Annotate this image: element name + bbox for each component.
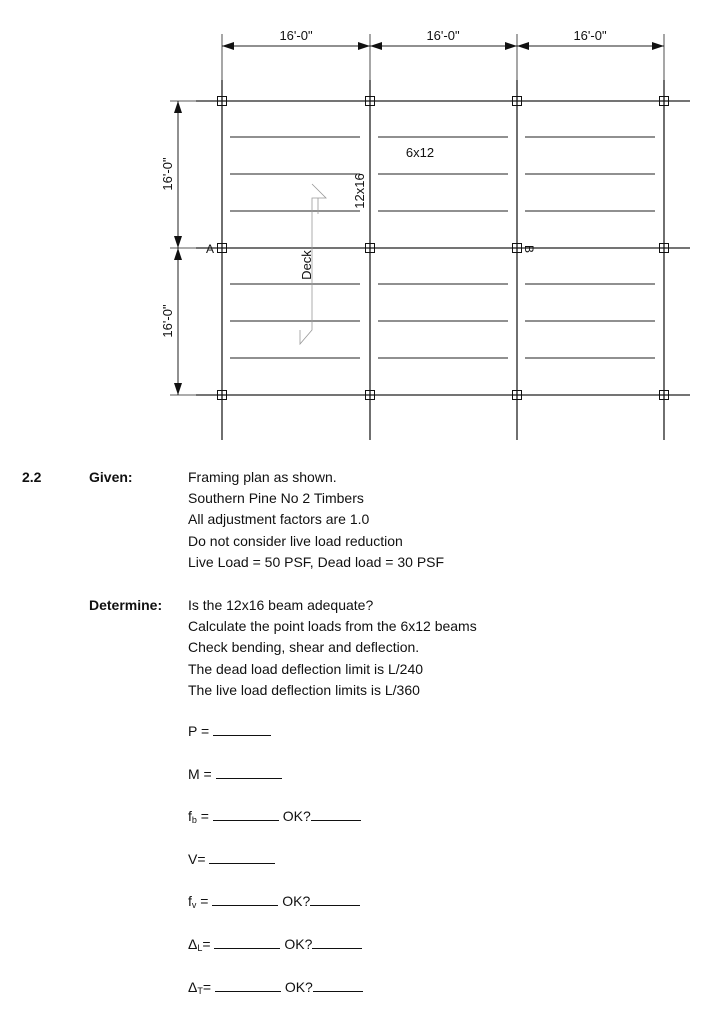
determine-list <box>188 595 477 701</box>
answer-delta-l-label: Δ <box>188 936 198 952</box>
answer-delta-t-subscript: T <box>197 986 203 996</box>
answer-fb <box>188 808 361 825</box>
answer-v-label: V= <box>188 851 206 867</box>
determine-item: Is the 12x16 beam adequate? <box>188 597 374 613</box>
given-label: Given: <box>89 469 133 485</box>
given-item: Southern Pine No 2 Timbers <box>188 490 364 507</box>
answer-fv-label: f <box>188 893 192 909</box>
given-item: All adjustment factors are 1.0 <box>188 511 370 528</box>
determine-item: Check bending, shear and deflection. <box>188 639 420 656</box>
answer-fv-equals: = <box>196 893 209 909</box>
dim-top-2: 16'-0" <box>426 28 460 43</box>
problem-number: 2.2 <box>22 469 42 485</box>
determine-label: Determine: <box>89 597 163 613</box>
answer-delta-t <box>188 979 363 996</box>
answer-fv-subscript: v <box>191 900 197 910</box>
answer-fv-ok-blank[interactable] <box>310 893 360 906</box>
answer-p-label: P = <box>188 723 210 739</box>
dim-left-2: 16'-0" <box>160 304 175 338</box>
joist-label: 6x12 <box>405 145 435 160</box>
determine-item: Calculate the point loads from the 6x12 beams <box>188 618 477 635</box>
answer-delta-t-equals: = <box>202 979 212 995</box>
answer-fb-ok-blank[interactable] <box>311 808 361 821</box>
answer-delta-l <box>188 936 362 953</box>
answer-delta-l-blank[interactable] <box>214 936 280 949</box>
answer-fv-blank[interactable] <box>212 893 278 906</box>
answer-fv <box>188 893 360 910</box>
answer-fb-label: f <box>188 808 192 824</box>
framing-plan-drawing <box>0 0 728 450</box>
answer-fb-subscript: b <box>191 815 197 825</box>
answer-delta-t-ok-blank[interactable] <box>313 979 363 992</box>
answer-delta-t-label: Δ <box>188 979 198 995</box>
answer-fb-blank[interactable] <box>213 808 279 821</box>
beam-label: 12x16 <box>352 173 367 209</box>
answer-v-blank[interactable] <box>209 851 275 864</box>
answer-delta-l-ok-blank[interactable] <box>312 936 362 949</box>
answer-m-blank[interactable] <box>216 766 282 779</box>
answer-fv-ok-label: OK? <box>282 893 311 909</box>
answer-fb-equals: = <box>196 808 209 824</box>
dim-left-1: 16'-0" <box>160 157 175 191</box>
answer-delta-l-ok-label: OK? <box>284 936 313 952</box>
answer-delta-l-subscript: L <box>197 943 203 953</box>
point-b-label: B <box>522 244 536 254</box>
deck-label: Deck <box>299 250 314 280</box>
answer-p <box>188 723 271 739</box>
answer-p-blank[interactable] <box>213 723 271 736</box>
answer-v <box>188 851 275 867</box>
determine-item: The live load deflection limits is L/360 <box>188 681 420 698</box>
given-item: Do not consider live load reduction <box>188 532 403 549</box>
answer-fb-ok-label: OK? <box>282 808 311 824</box>
given-item: Live Load = 50 PSF, Dead load = 30 PSF <box>188 553 445 570</box>
point-a-label: A <box>205 242 215 256</box>
given-item: Framing plan as shown. <box>188 469 337 485</box>
answer-m <box>188 766 282 782</box>
answer-delta-t-blank[interactable] <box>215 979 281 992</box>
determine-item: The dead load deflection limit is L/240 <box>188 660 424 677</box>
answer-delta-t-ok-label: OK? <box>284 979 313 995</box>
dim-top-1: 16'-0" <box>279 28 313 43</box>
answer-delta-l-equals: = <box>202 936 211 952</box>
answer-m-label: M = <box>188 766 212 782</box>
dim-top-3: 16'-0" <box>573 28 607 43</box>
given-list <box>188 467 444 573</box>
